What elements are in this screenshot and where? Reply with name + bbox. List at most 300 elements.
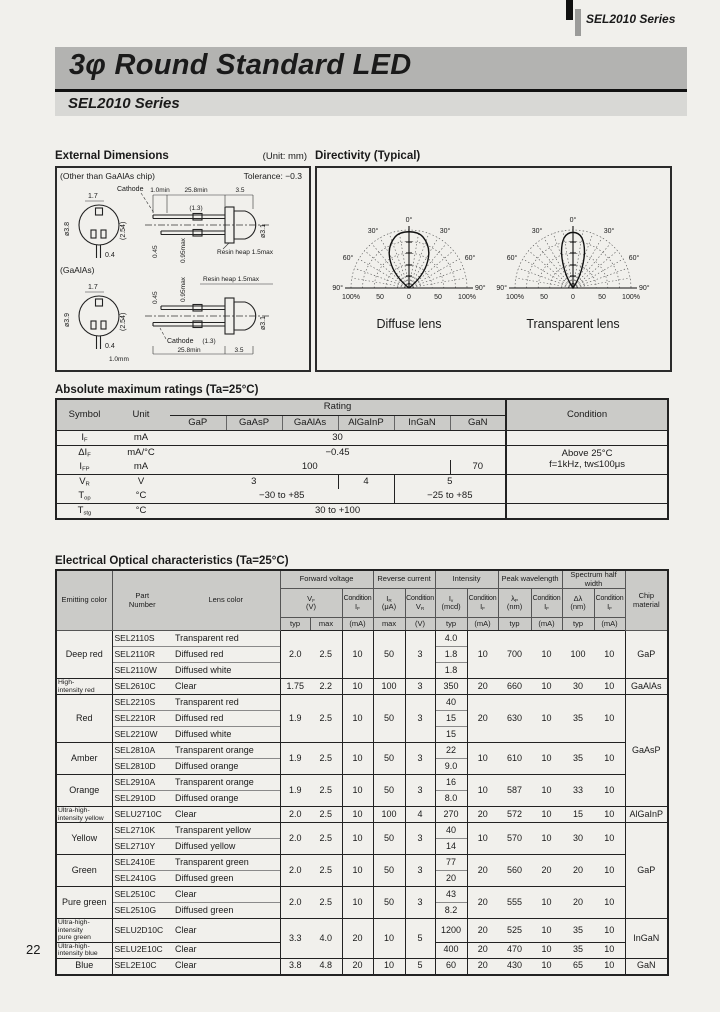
directivity-plots [317, 168, 666, 366]
cell-cond-if: 10 [342, 807, 373, 823]
table-row [56, 695, 668, 711]
cell-dl: 30 [562, 823, 594, 855]
cell-cond-dl: 10 [594, 855, 625, 887]
sub-max: max [310, 618, 342, 631]
cell-cond-vr: 5 [405, 958, 435, 975]
cell-cond-vr: 3 [405, 631, 435, 679]
cell-cond-dl: 10 [594, 958, 625, 975]
cell-vf-typ: 2.0 [280, 823, 310, 855]
symbol-cell: $\Delta I_F$ [56, 446, 112, 461]
table-row [56, 775, 668, 791]
table-row [56, 807, 668, 823]
cell-lp: 560 [498, 855, 531, 887]
cell-cond-dl: 10 [594, 695, 625, 743]
cell-emit: Red [56, 695, 112, 743]
directivity-heading-row [315, 150, 668, 162]
col-algainp: AlGaInP [338, 416, 394, 431]
cell-cond-if: 10 [342, 823, 373, 855]
cell-cond-lp: 10 [531, 807, 562, 823]
cell-part: SEL2110R [112, 647, 172, 663]
unit-cell: °C [112, 504, 170, 520]
condition-cell [506, 475, 668, 504]
cell-part: SEL2510G [112, 903, 172, 919]
cell-emit: Amber [56, 743, 112, 775]
cell-ir: 100 [373, 679, 405, 695]
unit-cell: V [112, 475, 170, 490]
col-iv: $I_v$ (mcd) [435, 589, 467, 618]
cell-part: SEL2210W [112, 727, 172, 743]
cell-dl: 20 [562, 855, 594, 887]
title-bar [55, 47, 687, 89]
cell-vf-max: 2.5 [310, 743, 342, 775]
unit-cell: mA [133, 431, 149, 443]
angle-label: 90° [332, 285, 343, 292]
cell-iv: 350 [435, 679, 467, 695]
condition-cell [506, 504, 668, 520]
cell-lens: Diffused white [172, 663, 280, 679]
table-row [56, 399, 668, 416]
cell-vf-max: 2.5 [310, 855, 342, 887]
dim-label: 0.4 [105, 343, 115, 350]
col-gaalas: GaAlAs [282, 416, 338, 431]
variant-other-label: (Other than GaAlAs chip) [60, 171, 155, 181]
cell-cond-iv: 10 [467, 775, 498, 807]
rating-value-cell: 100 [301, 460, 318, 472]
corner-series-label: SEL2010 Series [586, 12, 676, 26]
cell-iv: 15 [435, 727, 467, 743]
col-condition-if: Condition $I_F$ [531, 589, 562, 618]
cell-cond-dl: 10 [594, 807, 625, 823]
cell-dl: 35 [562, 919, 594, 942]
table-row [56, 823, 668, 839]
condition-cell: Above 25°C f=1kHz, tw≤100μs [506, 446, 668, 475]
cell-part: SEL2910D [112, 791, 172, 807]
angle-label: 90° [639, 285, 650, 292]
cell-lens: Diffused yellow [172, 839, 280, 855]
cell-iv: 1.8 [435, 663, 467, 679]
table-row [56, 504, 668, 520]
transparent-polar-plot [496, 216, 649, 331]
col-chip-material: Chip material [625, 570, 668, 631]
electrical-heading: Electrical Optical characteristics (Ta=25°C) [55, 555, 289, 567]
unit-cell: °C [135, 489, 147, 501]
cell-cond-dl: 10 [594, 942, 625, 958]
dim-label: (2.54) [120, 221, 127, 240]
cell-lens: Clear [172, 807, 280, 823]
group-peak-wavelength: Peak wavelength [498, 570, 562, 589]
cell-ir: 10 [373, 958, 405, 975]
ratings-heading: Absolute maximum ratings (Ta=25°C) [55, 384, 259, 396]
cell-ir: 50 [373, 743, 405, 775]
cell-part: SELU2710C [112, 807, 172, 823]
col-ingan: InGaN [394, 416, 450, 431]
cell-cond-if: 10 [342, 679, 373, 695]
cell-cond-lp: 20 [531, 855, 562, 887]
cell-vf-max: 2.5 [310, 807, 342, 823]
sub-typ: typ [280, 618, 310, 631]
table-row [56, 919, 668, 942]
cell-vf-max: 4.0 [310, 919, 342, 958]
cell-vf-typ: 1.9 [280, 743, 310, 775]
angle-label: 60° [464, 255, 476, 262]
dim-label: 0.4 [105, 252, 115, 259]
cell-chip: AlGaInP [625, 807, 668, 823]
cell-cond-vr: 3 [405, 887, 435, 919]
angle-label: 30° [367, 228, 379, 235]
cell-vf-typ: 1.75 [280, 679, 310, 695]
cell-part: SEL2110S [114, 633, 155, 644]
axis-label: 100% [458, 294, 476, 301]
col-rating: Rating [170, 399, 506, 416]
cell-ir: 50 [373, 823, 405, 855]
cell-cond-vr: 3 [405, 823, 435, 855]
dim-label: (1.3) [189, 205, 203, 212]
cell-emit: Green [56, 855, 112, 887]
cell-chip: GaAlAs [625, 679, 668, 695]
cell-dl: 35 [562, 743, 594, 775]
angle-label: 90° [496, 285, 507, 292]
cell-lp: 610 [498, 743, 531, 775]
col-condition-if: Condition $I_F$ [342, 589, 373, 618]
directivity-plot-box [315, 166, 672, 372]
cell-cond-if: 20 [342, 919, 373, 958]
sub-ma: (mA) [594, 618, 625, 631]
sub-ma: (mA) [467, 618, 498, 631]
cell-vf-max: 2.5 [310, 775, 342, 807]
abs-max-ratings-table [55, 398, 669, 520]
symbol-cell: $V_R$ [56, 475, 112, 490]
variant-gaalas-label: (GaAlAs) [60, 265, 95, 275]
cell-cond-dl: 10 [604, 648, 615, 659]
group-intensity: Intensity [435, 570, 498, 589]
cell-dl: 65 [562, 958, 594, 975]
col-vf: $V_F$ (V) [280, 589, 342, 618]
cell-lp: 630 [498, 695, 531, 743]
cell-cond-lp: 10 [531, 679, 562, 695]
cathode-label: Cathode [117, 186, 144, 193]
symbol-cell: $I_{FP}$ [79, 460, 90, 472]
cell-vf-typ: 2.0 [288, 648, 302, 659]
angle-label: 30° [603, 228, 615, 235]
sub-typ: typ [498, 618, 531, 631]
col-delta-lambda: Δλ (nm) [562, 589, 594, 618]
side-view-bottom [145, 276, 273, 354]
cell-cond-dl: 10 [594, 775, 625, 807]
dim-label: 1.0min [150, 187, 170, 194]
rating-value-cell: 5 [394, 475, 506, 490]
dimensions-drawing [57, 168, 305, 366]
cell-vf-max: 2.5 [310, 695, 342, 743]
cell-lens: Transparent orange [172, 775, 280, 791]
cell-cond-if: 20 [342, 958, 373, 975]
angle-label: 0° [569, 217, 577, 224]
table-row [56, 446, 668, 461]
cell-emit: Ultra-high- intensity blue [56, 942, 112, 958]
cell-chip: GaP [625, 823, 668, 919]
condition-cell [506, 431, 668, 446]
axis-label: 50 [434, 294, 442, 301]
cell-cond-iv: 10 [477, 648, 488, 659]
cell-part: SEL2910A [112, 775, 172, 791]
sub-typ: typ [562, 618, 594, 631]
cell-iv: 22 [435, 743, 467, 759]
cell-cond-lp: 10 [531, 775, 562, 807]
col-gan: GaN [450, 416, 506, 431]
cell-vf-typ: 2.0 [280, 887, 310, 919]
cell-part: SEL2810A [112, 743, 172, 759]
cell-lp: 525 [498, 919, 531, 942]
cell-lens: Clear [172, 942, 280, 958]
cell-part: SEL2710K [112, 823, 172, 839]
cell-vf-max: 2.5 [310, 631, 342, 679]
cell-lens: Diffused red [172, 711, 280, 727]
diffuse-polar-plot [332, 216, 485, 331]
cell-cond-vr: 3 [405, 855, 435, 887]
cell-vf-typ: 3.3 [280, 919, 310, 958]
cell-cond-lp: 10 [541, 648, 552, 659]
cell-iv: 1.8 [435, 647, 467, 663]
sub-v: (V) [405, 618, 435, 631]
group-reverse-current: Reverse current [373, 570, 435, 589]
cell-vf-max: 2.5 [310, 887, 342, 919]
front-view-bottom [64, 284, 129, 363]
unit-cell: mA [133, 460, 149, 472]
corner-tab-gray [575, 9, 581, 36]
cell-iv: 400 [435, 942, 467, 958]
dimensions-heading: External Dimensions [55, 150, 169, 162]
page-title: 3φ Round Standard LED [69, 49, 412, 81]
cell-lens: Clear [172, 887, 280, 903]
axis-label: 100% [622, 294, 640, 301]
table-row [56, 570, 668, 589]
cell-ir: 50 [373, 775, 405, 807]
cell-dl: 15 [562, 807, 594, 823]
cell-lp: 570 [498, 823, 531, 855]
cell-chip: GaN [625, 958, 668, 975]
cell-part: SEL2210R [112, 711, 172, 727]
cell-cond-lp: 10 [531, 887, 562, 919]
dim-label: 3.5 [235, 187, 245, 194]
cell-lens: Diffused red [172, 647, 280, 663]
rating-value-cell: 30 [332, 431, 343, 443]
dim-label: 1.0mm [109, 356, 129, 363]
col-part-number: Part Number [112, 570, 172, 631]
cell-cond-vr: 3 [405, 743, 435, 775]
cell-cond-iv: 20 [467, 919, 498, 942]
cell-part: SEL2810D [112, 759, 172, 775]
subtitle-bar [55, 92, 687, 116]
axis-label: 100% [342, 294, 360, 301]
sub-ma: (mA) [342, 618, 373, 631]
cell-lens: Transparent green [172, 855, 280, 871]
cell-cond-lp: 10 [531, 942, 562, 958]
rating-value-cell: 3 [170, 475, 338, 490]
col-condition-if: Condition $I_F$ [594, 589, 625, 618]
cell-iv: 40 [435, 695, 467, 711]
cell-iv: 20 [435, 871, 467, 887]
cell-cond-if: 10 [342, 631, 373, 679]
cell-iv: 43 [435, 887, 467, 903]
cell-lens: Clear [172, 958, 280, 975]
angle-label: 90° [475, 285, 486, 292]
tolerance-label: Tolerance: −0.3 [243, 171, 302, 181]
sub-max: max [373, 618, 405, 631]
cell-part: SEL2E10C [112, 958, 172, 975]
rating-value-cell: −25 to +85 [394, 489, 506, 504]
cell-emit: Deep red [56, 631, 112, 679]
cell-cond-iv: 10 [467, 743, 498, 775]
angle-label: 30° [439, 228, 451, 235]
table-row [56, 631, 668, 647]
cell-iv: 9.0 [435, 759, 467, 775]
cell-iv: 1200 [435, 919, 467, 942]
cell-part: SEL2610C [112, 679, 172, 695]
cell-part: SELU2D10C [112, 919, 172, 942]
symbol-cell: $I_F$ [81, 431, 88, 443]
cell-dl: 35 [562, 695, 594, 743]
cell-vf-max: 4.8 [310, 958, 342, 975]
cell-part: SEL2210S [112, 695, 172, 711]
cell-lens: Transparent orange [172, 743, 280, 759]
cell-lens: Transparent red [172, 695, 280, 711]
dim-label: 0.45 [152, 245, 159, 258]
col-peak-wavelength: $\lambda_P$ (nm) [498, 589, 531, 618]
cell-part: SEL2110W [112, 663, 172, 679]
axis-label: 50 [598, 294, 606, 301]
rating-value-cell: −30 to +85 [259, 489, 305, 501]
unit-cell: mA/°C [112, 446, 170, 461]
cell-part: SEL2410E [112, 855, 172, 871]
cell-cond-iv: 20 [467, 855, 498, 887]
cell-vf-typ: 1.9 [280, 695, 310, 743]
cell-cond-if: 10 [342, 775, 373, 807]
cell-cond-lp: 10 [531, 743, 562, 775]
cell-iv: 16 [435, 775, 467, 791]
cell-cond-dl: 10 [594, 823, 625, 855]
col-gaasp: GaAsP [226, 416, 282, 431]
cell-part: SELU2E10C [112, 942, 172, 958]
cell-chip: GaP [625, 631, 668, 679]
cell-lp: 555 [498, 887, 531, 919]
dim-label: 0.45 [152, 291, 159, 304]
cell-emit: Orange [56, 775, 112, 807]
angle-label: 30° [531, 228, 543, 235]
dim-label: ø3.1 [260, 315, 267, 330]
cell-iv: 8.2 [435, 903, 467, 919]
cell-ir: 10 [373, 919, 405, 958]
table-row [56, 475, 668, 490]
page-number: 22 [26, 942, 41, 957]
col-condition-vr: Condition $V_R$ [405, 589, 435, 618]
cell-vf-typ: 2.0 [280, 855, 310, 887]
table-row [56, 887, 668, 903]
cell-lp: 470 [498, 942, 531, 958]
cell-cond-iv: 20 [467, 807, 498, 823]
cell-cond-dl: 10 [594, 919, 625, 942]
cell-dl: 100 [570, 648, 586, 659]
cell-lens: Diffused white [172, 727, 280, 743]
cell-cond-lp: 10 [531, 695, 562, 743]
cell-lens: Diffused green [172, 903, 280, 919]
cell-vf-max: 2.2 [310, 679, 342, 695]
resin-label: Resin heap 1.5max [217, 249, 274, 256]
cell-ir: 50 [373, 887, 405, 919]
dim-label: ø3.8 [64, 221, 71, 236]
angle-label: 0° [405, 217, 413, 224]
col-ir: $I_R$ (μA) [373, 589, 405, 618]
dimensions-diagram-box [55, 166, 311, 372]
axis-label: 50 [376, 294, 384, 301]
dim-label: 1.7 [88, 284, 98, 291]
cell-vf-typ: 3.8 [280, 958, 310, 975]
dim-label: (2.54) [120, 312, 127, 331]
cell-lp: 700 [507, 648, 523, 659]
axis-label: 100% [506, 294, 524, 301]
plot-caption: Transparent lens [526, 317, 620, 331]
resin-label: Resin heap 1.5max [203, 276, 260, 283]
cell-vf-typ: 2.0 [280, 807, 310, 823]
symbol-cell: $T_{stg}$ [56, 504, 112, 520]
table-row [56, 431, 668, 446]
cell-part: SEL2510C [112, 887, 172, 903]
col-gap: GaP [170, 416, 226, 431]
cell-lens: Transparent red [172, 631, 280, 647]
cell-lens: Clear [172, 919, 280, 942]
cell-cond-vr: 3 [405, 679, 435, 695]
cell-cond-iv: 20 [467, 958, 498, 975]
cell-iv: 77 [435, 855, 467, 871]
cell-cond-lp: 10 [531, 958, 562, 975]
cathode-label: Cathode [167, 338, 194, 345]
col-lens-color: Lens color [172, 570, 280, 631]
angle-label: 60° [628, 255, 640, 262]
cell-cond-iv: 10 [467, 823, 498, 855]
dim-label: 3.5 [234, 347, 244, 354]
cell-lens: Diffused orange [172, 759, 280, 775]
rating-value-cell: −0.45 [170, 446, 506, 461]
table-row [56, 743, 668, 759]
angle-label: 60° [342, 255, 354, 262]
cell-lp: 660 [498, 679, 531, 695]
cell-lens: Diffused orange [172, 791, 280, 807]
directivity-heading: Directivity (Typical) [315, 150, 421, 162]
dim-label: ø3.1 [260, 223, 267, 238]
cell-lp: 430 [498, 958, 531, 975]
cell-cond-dl: 10 [594, 887, 625, 919]
electrical-characteristics-table [55, 569, 669, 976]
cell-cond-iv: 20 [467, 887, 498, 919]
dim-label: ø3.9 [64, 312, 71, 327]
cell-emit: Pure green [56, 887, 112, 919]
col-symbol: Symbol [56, 399, 112, 431]
cell-vf-typ: 1.9 [280, 775, 310, 807]
cell-lens: Clear [172, 679, 280, 695]
dim-label: 25.8min [184, 187, 208, 194]
group-spectrum-half-width: Spectrum half width [562, 570, 625, 589]
cell-ir: 100 [373, 807, 405, 823]
series-subtitle: SEL2010 Series [68, 95, 180, 112]
cell-cond-iv: 20 [467, 679, 498, 695]
cell-cond-if: 10 [342, 855, 373, 887]
axis-label: 0 [571, 294, 575, 301]
sub-ma: (mA) [531, 618, 562, 631]
cell-iv: 40 [435, 823, 467, 839]
rating-value-cell: 30 to +100 [170, 504, 506, 520]
cell-chip: InGaN [625, 919, 668, 958]
cell-cond-vr: 5 [405, 919, 435, 958]
cell-emit: Yellow [56, 823, 112, 855]
cell-cond-vr: 4 [405, 807, 435, 823]
